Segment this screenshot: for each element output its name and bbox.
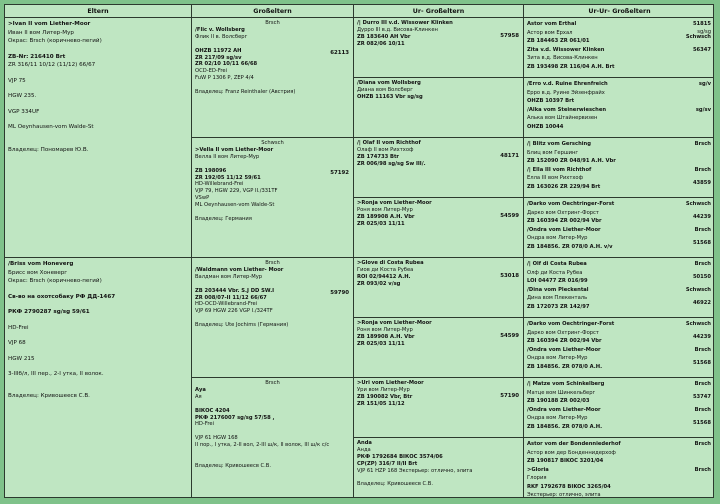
text-line: VSwP — [195, 195, 210, 202]
great-grandparent-entry — [354, 18, 523, 78]
coat-color: Brsch — [694, 347, 711, 353]
text-line: HGW 215 — [8, 355, 35, 362]
text-line: Иван II вом Литер-Мур — [8, 29, 74, 36]
score-number: 53747 — [692, 394, 711, 400]
text-line: ZR 02/10 10/11 66/68 — [195, 61, 258, 68]
coat-color: Brsch — [265, 380, 280, 386]
score-number: 44239 — [692, 214, 711, 220]
text-line: Экстерьер: отлично, элита — [527, 492, 601, 498]
great-grandparent-entry — [354, 378, 523, 438]
grandparent-entry — [192, 138, 353, 258]
dog-name: /Ondra vom Liether-Moor — [527, 406, 601, 413]
text-line — [195, 315, 350, 322]
great-great-grandparent-entry — [524, 258, 714, 318]
score-number: 54599 — [500, 333, 519, 339]
text-line: VGP 334UF — [8, 108, 40, 115]
dog-name: >Vella II vom Liether-Moor — [195, 146, 274, 153]
great-great-grandparent-entry — [524, 198, 714, 258]
text-line: Алька вом Штайнервизен — [527, 115, 598, 121]
dog-name: /Ondra vom Liether-Moor — [527, 346, 601, 353]
header-ur-grosseltern: Ur- Großeltern — [354, 5, 524, 18]
great-grandparent-entry — [354, 138, 523, 198]
score-number: 53018 — [500, 273, 519, 279]
text-line: Валдман вом Литер-Мур — [195, 273, 263, 280]
text-line — [8, 116, 188, 123]
text-line: ZB 160394 ZR 002/94 Vbr — [527, 338, 602, 344]
text-line — [8, 286, 188, 293]
text-line: ZB 172073 ZR 142/97 — [527, 303, 590, 310]
coat-color: Brsch — [694, 441, 711, 447]
text-line — [195, 161, 350, 168]
great-great-grandparent-entry — [524, 78, 714, 138]
text-line: VJP 61 HZP 168 Экстерьер: отлично, элита — [357, 467, 473, 474]
text-line — [195, 456, 350, 463]
text-line: Матце вом Шинкельберг — [527, 389, 596, 396]
text-line: Олф ди Коста Рубеа — [527, 269, 583, 276]
text-line: Роня вом Литер-Мур — [357, 326, 413, 333]
great-great-grandparent-entry — [524, 378, 714, 438]
text-line — [195, 401, 350, 408]
text-line: ZR 082/06 10/11 — [357, 40, 405, 47]
dog-name: /Ondra vom Liether-Moor — [527, 226, 601, 233]
dog-name: >Ronja vom Liether-Moor — [357, 200, 432, 206]
dog-name: >Uri vom Liether-Moor — [357, 380, 424, 386]
text-line: ZR 006/98 sg/sg Sw III/. — [357, 160, 426, 167]
great-great-grandparent-entry — [524, 438, 714, 498]
text-line: VJP 68 — [8, 340, 26, 347]
grandparent-entry — [192, 18, 353, 138]
text-line: Ондра вом Литер-Мур — [527, 235, 588, 241]
dog-name: /Dina vom Pleckental — [527, 286, 589, 293]
text-line: Гиов ди Коста Рубеа — [357, 266, 414, 273]
great-great-grandparent-entry — [524, 318, 714, 378]
header-ur-ur-grosseltern: Ur-Ur- Großeltern — [524, 5, 714, 18]
coat-color: Brsch — [694, 227, 711, 233]
parents-column — [5, 18, 192, 497]
score-number: 56347 — [692, 47, 711, 53]
coat-color: Brsch — [694, 467, 711, 473]
coat-color: Brsch — [265, 260, 280, 266]
text-line: Ондра вом Литер-Мур — [527, 415, 588, 421]
dog-name: /Diana vom Wollsberg — [357, 80, 421, 86]
text-line: HD-Frei — [195, 421, 215, 428]
text-line: OHZB 11972 AH — [195, 47, 242, 54]
text-line: LOI 04477 ZR 016/99 — [527, 278, 588, 284]
text-line: ZB 190188 ZR 002/03 — [527, 398, 590, 404]
text-line — [8, 363, 188, 370]
text-line: II пор., I утка, 2-II вол, 2-III ш/к, II волок, III ш/к с/с — [195, 442, 330, 449]
great-great-grandparent-entry — [524, 138, 714, 198]
great-grandparent-entry — [354, 438, 523, 498]
text-line: ZB 184856. ZR 078/0 A.H. — [527, 363, 603, 370]
text-line: Блиц вом Гершинг — [527, 149, 579, 156]
grandparent-entry — [192, 258, 353, 378]
text-line — [8, 301, 188, 308]
coat-color: sg/v — [698, 81, 711, 87]
score-number: 54599 — [500, 213, 519, 219]
coat-color: Brsch — [694, 407, 711, 413]
text-line: ZR 008/07-II 11/12 66/67 — [195, 294, 267, 301]
text-line: ZB 203444 Vbr. S.J DD SW.I — [195, 287, 275, 294]
text-line: FuW P 1306 P, ZEP 4/4 — [195, 75, 254, 82]
dog-name: >Ivan II vom Liether-Moor — [8, 21, 91, 27]
score-number: 51815 — [692, 21, 711, 27]
header-eltern: Eltern — [5, 5, 192, 18]
text-line — [195, 82, 350, 89]
text-line: Елла III вом Рихтхоф — [527, 175, 584, 181]
text-line: ZB 174733 Btr — [357, 153, 399, 160]
score-number: 46922 — [692, 300, 711, 306]
header-grosseltern: Großeltern — [192, 5, 354, 18]
text-line: ZB 152090 ZR 048/91 A.H. Vbr — [527, 158, 616, 164]
dog-name: /| Durro III v.d. Wissower Klinken — [357, 20, 453, 26]
dog-name: /Flic v. Wollsberg — [195, 26, 245, 33]
text-line: ZB 163026 ZR 229/94 Brt — [527, 183, 601, 190]
coat-color: Schwsch — [685, 201, 711, 207]
dog-name: >Ronja vom Liether-Moor — [357, 320, 432, 326]
text-line: RKF 1792678 BIKOC 3265/04 — [527, 483, 611, 490]
text-line: ZB 184856. ZR 078/0 A.H. — [527, 423, 603, 430]
text-line: ZB 190817 BIKOC 3201/04 — [527, 458, 604, 464]
text-line: VJP 61 HGW 168 — [195, 435, 238, 442]
text-line — [8, 139, 188, 146]
score-number: 59790 — [330, 290, 349, 296]
coat-color: sg/sv — [695, 107, 711, 113]
text-line: HGW 235. — [8, 93, 37, 100]
coat-color: Schwsch — [261, 140, 284, 146]
text-line — [8, 85, 188, 92]
coat-color: Brsch — [694, 261, 711, 267]
text-line: Флик II в. Волсберг — [195, 33, 248, 40]
text-line: Окрас: Brsch (коричнево-пегий) — [8, 38, 102, 45]
great-grandparent-entry — [354, 318, 523, 378]
text-line: OHZB 11163 Vbr sg/sg — [357, 93, 423, 100]
text-line — [195, 41, 350, 48]
dog-name: >Glove di Costa Rubea — [357, 260, 424, 266]
coat-color: Schwsch — [685, 287, 711, 293]
text-line: ZB 193498 ZR 116/04 A.H. Brt — [527, 63, 615, 70]
dog-name: Anda — [357, 440, 372, 446]
text-line: Владелец: Кривошеесв С.В. — [357, 481, 434, 488]
coat-color: Brsch — [694, 381, 711, 387]
text-line — [8, 46, 188, 53]
text-line: ZB 189908 A.H. Vbr — [357, 333, 415, 340]
text-line: Окрас: Brsch (коричнево-пегий) — [8, 278, 102, 285]
text-line: ML Oeynhausen-vom Walde-St — [195, 202, 275, 209]
text-line: ZB 190082 Vbr, Btr — [357, 393, 413, 400]
text-line: ZR 025/03 11/11 — [357, 340, 405, 347]
text-line: Ури вом Литер-Мур — [357, 386, 410, 393]
text-line — [8, 132, 188, 139]
text-line: Глория — [527, 475, 547, 481]
text-line: HD-Frei — [8, 324, 29, 331]
text-line: OCD-ED-Frei — [195, 68, 227, 75]
text-line — [8, 332, 188, 339]
text-line: ZB 189908 A.H. Vbr — [357, 213, 415, 220]
text-line: Св-во на охотсобаку РФ ДД-1467 — [8, 293, 116, 300]
text-line: ROI 02/94412 A.H. — [357, 273, 411, 280]
text-line: Владелец: Franz Reinthaler (Австрия) — [195, 89, 296, 96]
text-line: ZR 316/11 10/12 (11/12) 66/67 — [8, 62, 96, 69]
text-line — [8, 101, 188, 108]
text-line: Ая — [195, 393, 202, 400]
text-line: ZB 184856. ZR 078/0 A.H. v/v — [527, 243, 613, 250]
text-line: Дарко вом Охтринг-Форст — [527, 209, 599, 216]
dog-name: /| Ella III vom Richthof — [527, 166, 592, 173]
text-line: РКФ 2176007 sg/sg 57/58 , — [195, 414, 275, 421]
text-line: ZB 198096 — [195, 167, 227, 174]
text-line: HD-OCD-Willebrand-Frei — [195, 301, 258, 308]
text-line: OHZB 10397 Brt — [527, 98, 575, 104]
text-line: Ерро в.д. Руине Эйзенфрайх — [527, 89, 605, 96]
score-number: 51568 — [692, 420, 711, 426]
dog-name: /Waldmann vom Liether- Moor — [195, 266, 284, 273]
text-line: Владелец: Пономарев Ю.В. — [8, 146, 89, 153]
coat-color: Brsch — [694, 167, 711, 173]
text-line: Дина вом Плекенталь — [527, 295, 588, 301]
score-number: 48171 — [500, 153, 519, 159]
text-line: Зита в.д. Висова-Клинкен — [527, 55, 598, 61]
text-line: Брисс вом Хоневерг — [8, 269, 68, 276]
text-line — [8, 317, 188, 324]
text-line: ZR 217/09 sg/sv — [195, 54, 242, 61]
text-line: Владелец: Ute Jochims (Германия) — [195, 322, 289, 329]
pedigree-document — [4, 4, 714, 498]
text-line: ML Oeynhausen-vom Walde-St — [8, 124, 94, 131]
text-line: HD-Willebrand-Frei — [195, 181, 244, 188]
score-number: 57192 — [330, 170, 349, 176]
text-line: VJP 69 HGW 226 VGP I./324TF — [195, 308, 273, 315]
dog-name: /| Matze vom Schinkelberg — [527, 381, 605, 387]
dog-name: /Darko vom Oechtringer-Forst — [527, 321, 615, 327]
text-line: ВIКОС 4204 — [195, 407, 230, 414]
score-number: 51568 — [692, 240, 711, 246]
text-line: CP(ZP) 316/7 II/II Brt — [357, 460, 418, 467]
dog-name: Zita v.d. Wissower Klinken — [527, 46, 605, 53]
text-line: ZR 151/05 11/12 — [357, 400, 405, 407]
text-line: Астор вом Ерхал — [527, 29, 573, 36]
dog-name: Ауа — [195, 386, 206, 393]
text-line: Дарко вом Охтринг-Форст — [527, 329, 599, 336]
text-line: Олаф II вом Рихтхоф — [357, 146, 414, 153]
great-grandparent-entry — [354, 78, 523, 138]
text-line — [8, 386, 188, 393]
text-line: ZB-Nr: 216410 Brt — [8, 53, 66, 60]
great-grandparents-column — [354, 18, 524, 497]
dog-name: /Erro v.d. Ruine Ehrenfreich — [527, 81, 608, 87]
dog-name: /Briss vom Honeverg — [8, 261, 74, 267]
text-line — [195, 281, 350, 288]
text-line: Анда — [357, 446, 371, 453]
text-line: ZB 160394 ZR 002/94 Vbr — [527, 218, 602, 224]
text-line — [195, 209, 350, 216]
great-great-grandparent-entry — [524, 18, 714, 78]
parent-entry — [5, 258, 191, 498]
dog-name: /Alka vom Steinerwieschen — [527, 106, 607, 113]
text-line — [195, 449, 350, 456]
score-number: 51568 — [692, 360, 711, 366]
score-number: 43859 — [692, 180, 711, 186]
text-line — [357, 475, 520, 482]
score-number: 50150 — [692, 274, 711, 280]
text-line: Астор вом дер Бонденнидерхоф — [527, 449, 616, 456]
grandparents-column — [192, 18, 354, 497]
score-number: 57190 — [500, 393, 519, 399]
text-line: Велла II вом Литер-Мур — [195, 153, 260, 160]
text-line: OHZB 10044 — [527, 123, 564, 130]
text-line: Владелец: Кривошеесв С.В. — [195, 462, 272, 469]
text-line: ZB 183640 AH Vbr — [357, 33, 411, 40]
great-grandparent-entry — [354, 198, 523, 258]
text-line: Владелец: Кривошеесв С.В. — [8, 393, 90, 400]
dog-name: /| Olf di Costa Rubea — [527, 261, 587, 267]
text-line: VJP 75 — [8, 77, 26, 84]
text-line: 3-IIIб/л, III пер., 2-I утка, II волок. — [8, 371, 104, 378]
text-line: ZB 184463 ZR 061/01 — [527, 38, 590, 44]
rating-text: sg/sg — [697, 29, 711, 35]
text-line — [8, 70, 188, 77]
dog-name: >Gloria — [527, 466, 549, 473]
dog-name: Astor vom Erthal — [527, 21, 577, 27]
score-number: 57958 — [500, 33, 519, 39]
text-line: Диана вом Волсберг — [357, 86, 413, 93]
coat-color: Schwsch — [685, 34, 711, 40]
text-line — [8, 379, 188, 386]
text-line: Владелец: Германия — [195, 215, 252, 222]
great-great-grandparents-column — [524, 18, 714, 497]
text-line — [8, 348, 188, 355]
dog-name: /| Blitz vom Gersching — [527, 141, 591, 147]
text-line: ZR 093/02 v/sg — [357, 280, 401, 287]
coat-color: Brsch — [694, 141, 711, 147]
coat-color: Schwsch — [685, 321, 711, 327]
text-line: РКФ 1792684 ВIКОС 3574/06 — [357, 453, 443, 460]
text-line: РКФ 2790287 sg/sg 59/61 — [8, 309, 90, 316]
score-number: 44239 — [692, 334, 711, 340]
coat-color: Brsch — [265, 20, 280, 26]
parent-entry — [5, 18, 191, 258]
text-line: ZR 025/03 11/11 — [357, 220, 405, 227]
text-line: VJP 79, HGW 229, VGP II./331TF — [195, 188, 278, 195]
text-line: Ондра вом Литер-Мур — [527, 355, 588, 361]
score-number: 62113 — [330, 50, 349, 56]
text-line: Дурро III в.д. Висова-Клинкен — [357, 26, 438, 33]
dog-name: /| Olaf II vom Richthof — [357, 140, 421, 146]
text-line — [195, 428, 350, 435]
grandparent-entry — [192, 378, 353, 498]
great-grandparent-entry — [354, 258, 523, 318]
text-line: Роня вом Литер-Мур — [357, 206, 413, 213]
dog-name: /Darko vom Oechtringer-Forst — [527, 201, 615, 207]
dog-name: Astor vom der Bondenniederhof — [527, 441, 621, 447]
text-line: ZR 192/05 11/12 59/61 — [195, 174, 261, 181]
